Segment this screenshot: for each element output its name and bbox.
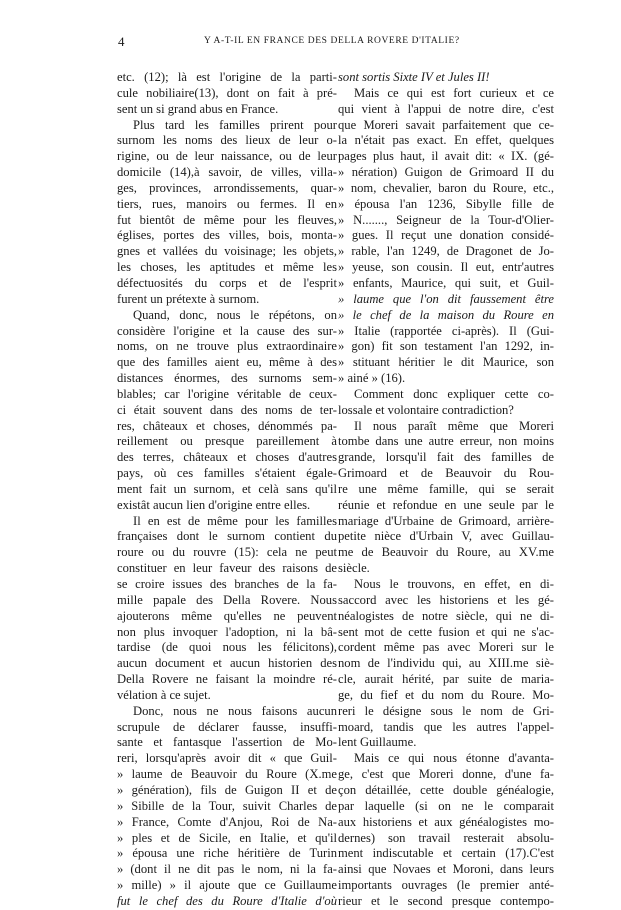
text-line: sent un si grand abus en France. (117, 101, 279, 116)
text-line: » gon) fit son testament l'an 1292, in- (338, 339, 554, 354)
text-line: fut bientôt de même pour les fleuves, (117, 212, 337, 227)
text-line: sante et fantasque l'assertion de Mo- (117, 735, 337, 750)
text-line: réunie et refondue en une seule par le (338, 497, 554, 512)
text-line: mille papale des Della Rovere. Nous (117, 592, 337, 607)
text-line: » épousa l'an 1236, Sibylle fille de (338, 196, 554, 211)
text-line: etc. (12); là est l'origine de la parti- (117, 70, 337, 84)
running-head: Y A-T-IL EN FRANCE DES DELLA ROVERE D'ITALIE? (204, 36, 460, 46)
text-line: Quand, donc, nous le répétons, on (133, 307, 337, 322)
text-line: » France, Comte d'Anjou, Roi de Na- (117, 814, 337, 829)
text-line: non plus invoquer l'adoption, ni la bâ- (117, 624, 337, 639)
text-line: tiers, rues, manoirs ou fermes. Il en (117, 196, 337, 211)
text-line: rieur et le second presque contempo- (338, 893, 554, 908)
text-line: Mais ce qui nous étonne d'avanta- (354, 751, 554, 766)
text-line: » stituant héritier le dit Maurice, son (338, 355, 554, 370)
text-line: » ainé » (16). (338, 371, 406, 386)
text-line: saccord avec les historiens et les gé- (338, 592, 554, 607)
text-line: re une même famille, qui se serait (338, 481, 554, 496)
text-line: lossale et volontaire contradiction? (338, 402, 514, 417)
text-line: ment fait un surnom, et celà sans qu'il (117, 481, 337, 496)
text-line: cule nobiliaire(13), dont on fait à pré- (117, 85, 337, 100)
text-line: roure ou du rouvre (15): cela ne peut (117, 545, 337, 560)
text-line: ment indiscutable et certain (17).C'est (338, 846, 554, 861)
text-line: des terres, châteaux et choses d'autres (117, 450, 337, 465)
text-line: nom de l'individu qui, au XIII.me siè- (338, 656, 554, 671)
text-line: Il nous paraît même que Moreri (354, 418, 554, 433)
text-line: » le chef de la maison du Roure en (338, 307, 554, 322)
text-line: » Italie (rapportée ci-après). Il (Gui- (338, 323, 554, 338)
text-line: » ples et de Sicile, en Italie, et qu'il (117, 830, 337, 845)
text-line: reillement ou presque pareillement à (117, 434, 337, 449)
text-line: distances énormes, des surnoms sem- (117, 371, 337, 386)
text-line: » laume que l'on dit faussement être (338, 291, 554, 306)
text-line: vélation à ce sujet. (117, 687, 211, 702)
text-line: Nous le trouvons, en effet, en di- (354, 577, 554, 591)
text-line: considère l'origine et la cause des sur- (117, 323, 337, 338)
text-line: lent Guillaume. (338, 735, 417, 750)
text-line: ge, c'est que Moreri donne, d'une fa- (338, 767, 554, 782)
page-number: 4 (118, 34, 125, 49)
text-line: sent mot de cette fusion et qui ne s'ac- (338, 624, 554, 639)
text-line: me de Beauvoir du Roure, au XV.me (338, 545, 554, 560)
text-line: » génération), fils de Guigon II et de (117, 782, 337, 797)
text-line: rigine, ou de leur naissance, ou de leur (117, 149, 337, 164)
text-line: » épousa une riche héritière de Turin (117, 846, 337, 861)
text-line: scrupule de déclarer fausse, insuffi- (117, 719, 337, 734)
text-line: Comment donc expliquer cette co- (354, 386, 554, 401)
text-line: pages plus haut, il avait dit: « IX. (gé- (338, 149, 554, 164)
text-line: néalogistes de notre siècle, qui ne di- (338, 608, 554, 623)
text-line: furent un prétexte à surnom. (117, 291, 260, 306)
text-line: » (dont il ne dit pas le nom, ni la fa- (117, 862, 337, 877)
text-line: gnes et vallées du voisinage; les objets, (117, 244, 337, 259)
text-line: se croire issues des branches de la fa- (117, 577, 337, 591)
text-line: que des familles aient eu, même à des (117, 355, 337, 370)
text-line: grande, lorsqu'il fait des familles de (338, 450, 554, 465)
text-line: défectuosités du corps et de l'esprit (117, 275, 337, 290)
text-line: reri, lorsqu'après avoir dit « que Guil- (117, 751, 337, 766)
text-line: Il en est de même pour les familles (133, 513, 337, 528)
text-line: res, châteaux et choses, dénommés pa- (117, 418, 337, 433)
text-line: les choses, les aptitudes et même les (117, 260, 337, 275)
text-line: qui vient à l'appui de notre dire, c'est (338, 101, 554, 116)
text-line: mariage d'Urbaine de Grimoard, arrière- (338, 513, 554, 528)
text-line: ci était souvent dans des noms de ter- (117, 402, 337, 417)
text-line: cordent même pas avec Moreri sur le (338, 640, 554, 655)
text-line: Della Rovere ne faisant la moindre ré- (117, 672, 337, 687)
page-header (118, 34, 538, 50)
text-line: » Sibille de la Tour, suivit Charles de (117, 798, 337, 813)
text-line: » gues. Il reçut une donation considé- (338, 228, 554, 243)
text-line: moard, tandis que les autres l'appel- (338, 719, 554, 734)
text-line: surnom les noms des lieux de leur o- (117, 133, 337, 148)
text-line: importants ouvrages (le premier anté- (338, 878, 554, 893)
text-line: ge, du fief et du nom du Roure. Mo- (338, 687, 554, 702)
text-line: pays, où ces familles s'étaient égale- (117, 466, 337, 481)
text-line: siècle. (338, 561, 370, 576)
text-line: Donc, nous ne nous faisons aucun (133, 703, 337, 718)
text-line: ainsi que Novaes et Moroni, dans leurs (338, 862, 554, 877)
text-line: ajouterons même qu'elles ne peuvent (117, 608, 337, 623)
text-line: dernes) son travail resterait absolu- (338, 830, 554, 845)
text-line: Grimoard et de Beauvoir du Rou- (338, 466, 554, 481)
text-line: reri le désigne sous le nom de Gri- (338, 703, 554, 718)
text-line: fut le chef des du Roure d'Italie d'où (117, 893, 337, 908)
text-line: par laquelle (si on ne le comparait (338, 798, 554, 813)
text-line: aucun document et aucun historien des (117, 656, 337, 671)
text-line: noms, on ne trouve plus extraordinaire (117, 339, 337, 354)
text-line: aux historiens et aux généalogistes mo- (338, 814, 554, 829)
text-line: » nom, chevalier, baron du Roure, etc., (338, 180, 554, 195)
text-line: domicile (14),à savoir, de villes, villa- (117, 165, 337, 180)
text-line: constituer en leur faveur des raisons de (117, 561, 337, 576)
text-line: tombe dans une autre erreur, non moins (338, 434, 554, 449)
text-line: la n'était pas exact. En effet, quelques (338, 133, 554, 148)
text-line: » nération) Guigon de Grimoard II du (338, 165, 554, 180)
text-line: » enfants, Maurice, qui suit, et Guil- (338, 275, 554, 290)
text-line: françaises dont le surnom contient du (117, 529, 337, 544)
text-line: çon détaillée, cette double généalogie, (338, 782, 554, 797)
right-column (338, 70, 554, 910)
text-line: » N......., Seigneur de la Tour-d'Olier- (338, 212, 554, 227)
left-column (117, 70, 337, 910)
text-line: petite nièce d'Urbain V, avec Guillau- (338, 529, 554, 544)
text-line: ges, provinces, arrondissements, quar- (117, 180, 337, 195)
text-line: sont sortis Sixte IV et Jules II! (338, 70, 490, 84)
text-line: tardise (de quoi nous les félicitons), (117, 640, 337, 655)
text-line: blables; car l'origine véritable de ceux- (117, 386, 337, 401)
text-line: que Moreri savait parfaitement que ce- (338, 117, 554, 132)
text-line: » laume de Beauvoir du Roure (X.me (117, 767, 337, 782)
text-line: Plus tard les familles prirent pour (133, 117, 337, 132)
text-line: » yeuse, son cousin. Il eut, entr'autres (338, 260, 554, 275)
text-line: » rable, l'an 1249, de Dragonet de Jo- (338, 244, 554, 259)
text-line: cle, aurait hérité, par suite de maria- (338, 672, 554, 687)
text-line: » mille) » il ajoute que ce Guillaume (117, 878, 337, 893)
text-line: existât aucun lien d'origine entre elles. (117, 497, 311, 512)
text-line: Mais ce qui est fort curieux et ce (354, 85, 554, 100)
text-line: églises, portes des villes, bois, monta- (117, 228, 337, 243)
